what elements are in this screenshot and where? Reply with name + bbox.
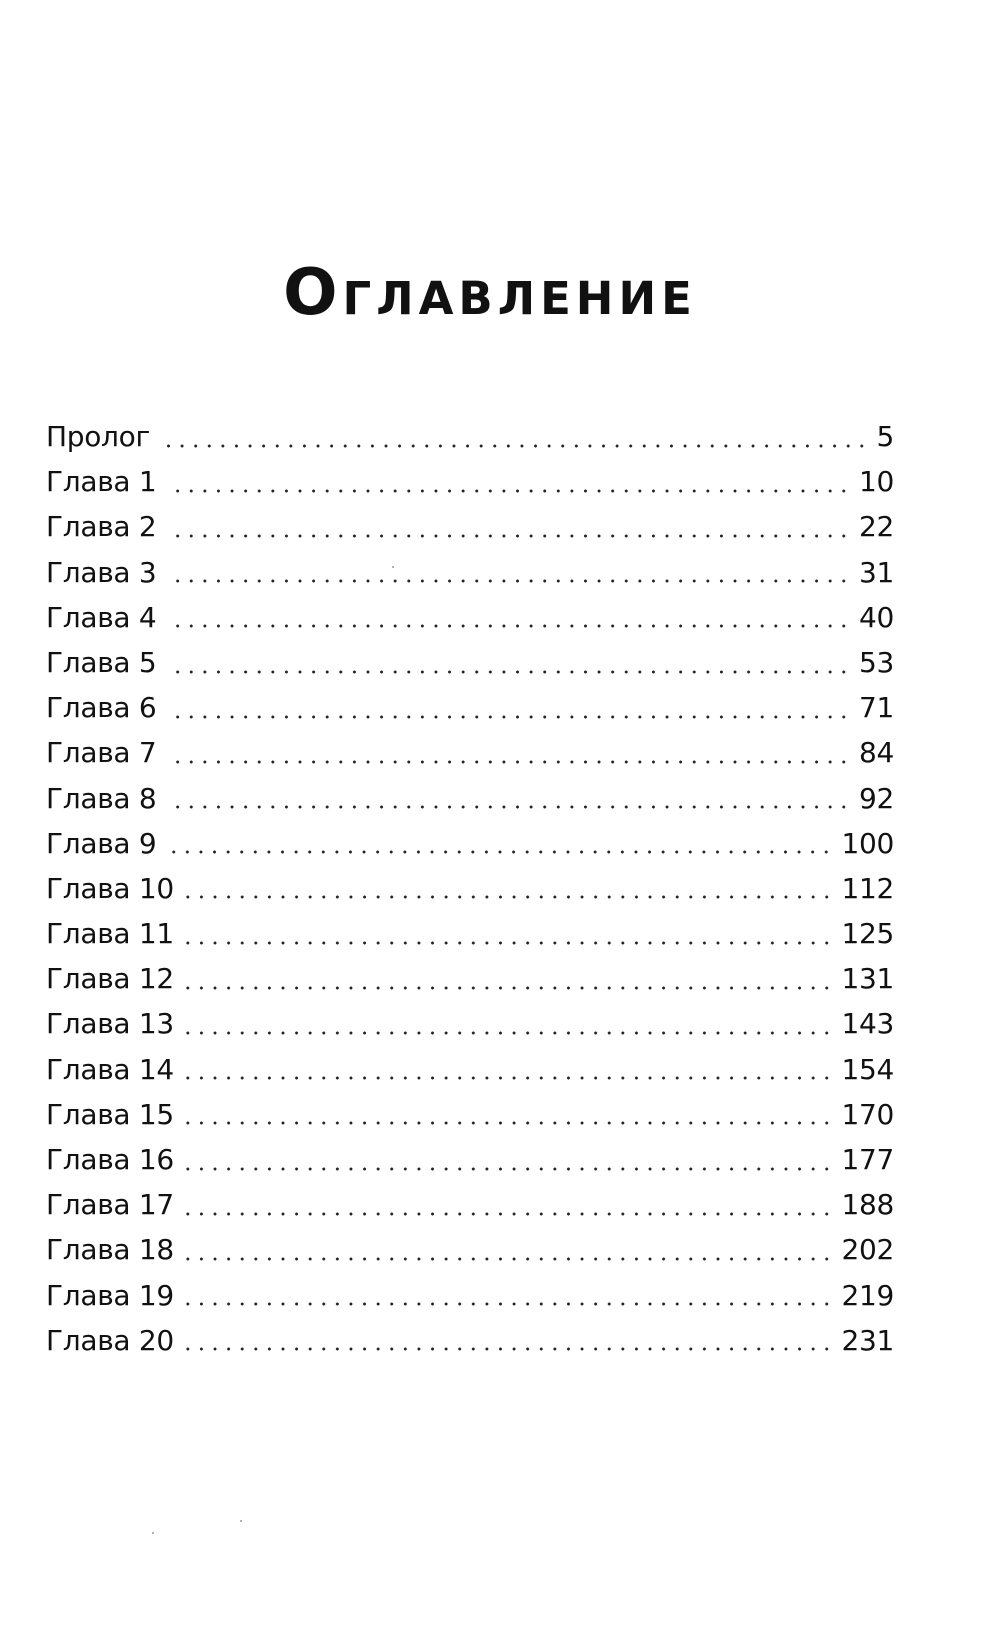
toc-entry[interactable] bbox=[46, 504, 894, 549]
dot-leader bbox=[186, 986, 834, 990]
toc-entry[interactable] bbox=[46, 1273, 894, 1318]
dot-leader bbox=[186, 1257, 834, 1261]
toc-entry-page-number: 177 bbox=[841, 1143, 894, 1176]
toc-entry-label: Глава 5 bbox=[46, 645, 157, 679]
toc-entry-label: Глава 12 bbox=[46, 962, 174, 996]
dot-leader bbox=[168, 534, 851, 538]
toc-entry-page-number: 92 bbox=[858, 781, 894, 815]
dot-leader bbox=[168, 624, 851, 628]
scan-speck bbox=[240, 1520, 242, 1522]
toc-entry-page-number: 188 bbox=[841, 1188, 894, 1222]
toc-entry-label: Глава 13 bbox=[46, 1007, 174, 1041]
toc-entry-page-number: 71 bbox=[858, 691, 894, 725]
scan-speck bbox=[152, 1532, 154, 1534]
toc-entry-page-number: 5 bbox=[876, 420, 894, 453]
dot-leader bbox=[168, 670, 851, 674]
toc-entry[interactable] bbox=[46, 550, 894, 595]
toc-entry-label: Глава 10 bbox=[46, 871, 174, 905]
dot-leader bbox=[168, 489, 851, 493]
dot-leader bbox=[186, 1031, 834, 1035]
toc-entry-label: Глава 18 bbox=[46, 1233, 174, 1267]
toc-entry-label: Глава 8 bbox=[46, 781, 157, 815]
toc-entry[interactable] bbox=[46, 1227, 894, 1272]
toc-entry[interactable] bbox=[46, 685, 894, 730]
toc-entry-label: Глава 20 bbox=[46, 1323, 174, 1357]
dot-leader bbox=[168, 850, 833, 854]
toc-entry[interactable] bbox=[46, 1001, 894, 1046]
toc-entry[interactable] bbox=[46, 640, 894, 685]
toc-entry-page-number: 125 bbox=[841, 917, 894, 951]
toc-entry[interactable] bbox=[46, 459, 894, 504]
page-title: Оглавление bbox=[283, 255, 697, 330]
toc-entry-label: Глава 7 bbox=[46, 736, 157, 770]
toc-entry-page-number: 53 bbox=[858, 645, 894, 679]
toc-entry-label: Глава 14 bbox=[46, 1052, 174, 1086]
toc-entry-label: Глава 3 bbox=[46, 555, 157, 589]
toc-entry[interactable] bbox=[46, 730, 894, 775]
toc-entry[interactable] bbox=[46, 1092, 894, 1137]
toc-entry-label: Глава 11 bbox=[46, 917, 174, 951]
toc-entry-label: Глава 17 bbox=[46, 1188, 174, 1222]
toc-entry[interactable] bbox=[46, 866, 894, 911]
toc-entry[interactable] bbox=[46, 911, 894, 956]
dot-leader bbox=[186, 1347, 834, 1351]
dot-leader bbox=[186, 895, 834, 899]
toc-entry-page-number: 10 bbox=[858, 465, 894, 499]
toc-entry-page-number: 143 bbox=[841, 1007, 894, 1041]
toc-entry-label: Глава 15 bbox=[46, 1097, 174, 1131]
toc-entry-page-number: 22 bbox=[858, 510, 894, 544]
toc-entry[interactable] bbox=[46, 1047, 894, 1092]
toc-entry-label: Глава 9 bbox=[46, 826, 157, 860]
toc-entry-page-number: 202 bbox=[841, 1233, 894, 1267]
dot-leader bbox=[186, 1167, 834, 1171]
toc-entry[interactable] bbox=[46, 821, 894, 866]
toc-entry-label: Глава 16 bbox=[46, 1143, 174, 1176]
toc-entry[interactable] bbox=[46, 956, 894, 1001]
table-of-contents bbox=[46, 414, 894, 1363]
toc-entry[interactable] bbox=[46, 595, 894, 640]
toc-entry-label: Глава 1 bbox=[46, 465, 157, 499]
toc-entry-page-number: 219 bbox=[841, 1278, 894, 1312]
dot-leader bbox=[168, 805, 851, 809]
toc-entry[interactable] bbox=[46, 1318, 894, 1363]
dot-leader bbox=[186, 1212, 834, 1216]
toc-entry-label: Глава 4 bbox=[46, 600, 157, 634]
toc-entry-page-number: 231 bbox=[841, 1323, 894, 1357]
toc-entry-page-number: 40 bbox=[858, 600, 894, 634]
toc-entry[interactable] bbox=[46, 414, 894, 459]
dot-leader bbox=[186, 1121, 834, 1125]
toc-entry-label: Глава 6 bbox=[46, 691, 157, 725]
dot-leader bbox=[168, 579, 851, 583]
toc-entry[interactable] bbox=[46, 1137, 894, 1182]
toc-entry-page-number: 100 bbox=[841, 826, 894, 860]
toc-entry-page-number: 112 bbox=[841, 871, 894, 905]
toc-entry-page-number: 170 bbox=[841, 1097, 894, 1131]
toc-entry-page-number: 31 bbox=[858, 555, 894, 589]
dot-leader bbox=[168, 760, 851, 764]
toc-entry-label: Пролог bbox=[46, 420, 150, 453]
toc-entry-label: Глава 19 bbox=[46, 1278, 174, 1312]
toc-entry[interactable] bbox=[46, 1182, 894, 1227]
dot-leader bbox=[162, 444, 869, 448]
toc-entry[interactable] bbox=[46, 776, 894, 821]
toc-entry-page-number: 154 bbox=[841, 1052, 894, 1086]
dot-leader bbox=[168, 715, 851, 719]
toc-entry-label: Глава 2 bbox=[46, 510, 157, 544]
scan-speck bbox=[392, 566, 394, 568]
toc-entry-page-number: 131 bbox=[841, 962, 894, 996]
dot-leader bbox=[186, 1076, 834, 1080]
dot-leader bbox=[186, 941, 834, 945]
dot-leader bbox=[186, 1302, 834, 1306]
toc-entry-page-number: 84 bbox=[858, 736, 894, 770]
